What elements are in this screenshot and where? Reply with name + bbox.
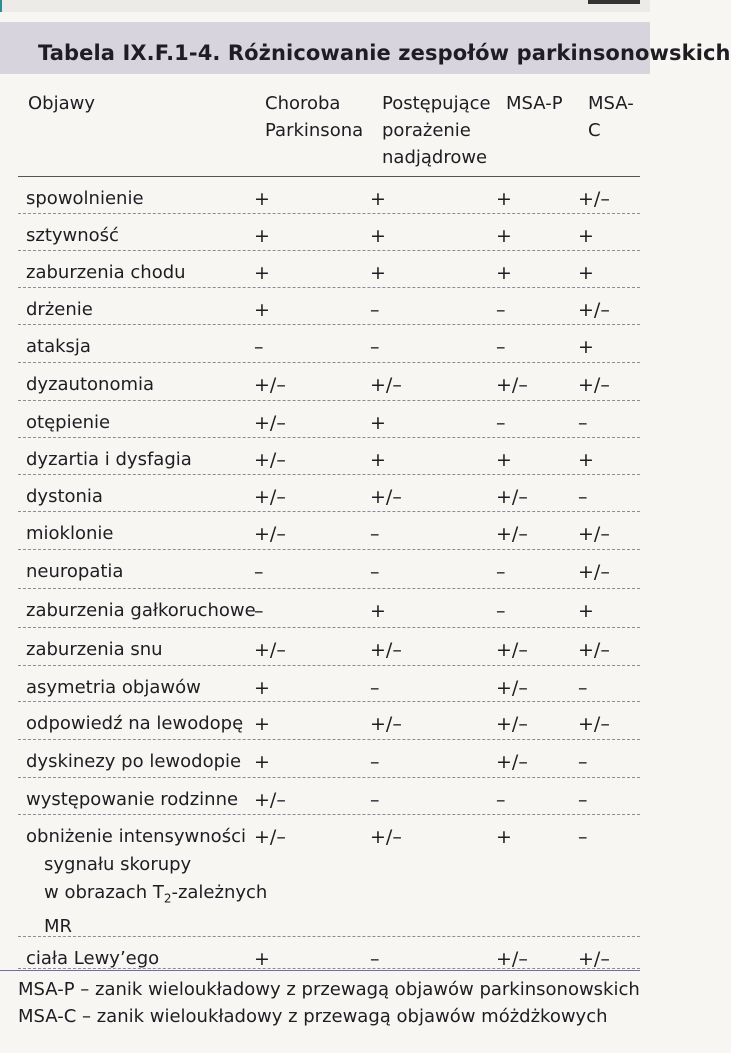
table-cell: + <box>578 600 594 622</box>
row-label: dyzautonomia <box>26 374 155 395</box>
header-msa-c: MSA-C <box>588 93 634 141</box>
table-row <box>18 550 640 589</box>
table-cell: +/– <box>578 299 610 321</box>
table-cell: + <box>496 225 512 247</box>
top-border <box>0 0 650 12</box>
table-cell: + <box>578 449 594 471</box>
table-cell: – <box>370 677 380 699</box>
table-cell: – <box>496 789 506 811</box>
table-cell: – <box>578 789 588 811</box>
table-cell: + <box>578 336 594 358</box>
table-cell: + <box>370 262 386 284</box>
table-cell: +/– <box>254 639 286 661</box>
table-cell: +/– <box>578 713 610 735</box>
table-cell: + <box>254 262 270 284</box>
table-cell: – <box>578 412 588 434</box>
row-label-fragment: w obrazach T <box>44 882 164 903</box>
table-cell: + <box>254 948 270 970</box>
table-cell: – <box>254 561 264 583</box>
table-cell: +/– <box>578 948 610 970</box>
table-cell: +/– <box>496 677 528 699</box>
table-cell: + <box>578 225 594 247</box>
table-row <box>18 937 640 969</box>
table-cell: + <box>254 751 270 773</box>
table-cell: +/– <box>496 948 528 970</box>
table-row <box>18 288 640 325</box>
table-header-row <box>18 84 640 177</box>
table-cell: – <box>578 826 588 848</box>
table-cell: + <box>496 262 512 284</box>
table-cell: + <box>370 225 386 247</box>
row-label-line: MR <box>44 915 73 937</box>
table-cell: – <box>370 948 380 970</box>
table-cell: +/– <box>496 639 528 661</box>
footnote-msa-p: MSA-P – zanik wieloukładowy z przewagą objawów parkinsonowskich <box>18 979 640 1000</box>
table-cell: + <box>578 262 594 284</box>
table-cell: + <box>370 188 386 210</box>
table-cell: – <box>496 561 506 583</box>
subscript: 2 <box>163 891 172 906</box>
table-cell: +/– <box>578 523 610 545</box>
row-label: ciała Lewy’ego <box>26 948 160 969</box>
table-row <box>18 438 640 475</box>
table-row <box>18 401 640 438</box>
table-title: Tabela IX.F.1-4. Różnicowanie zespołów parkinsonowskich <box>38 41 731 65</box>
table-cell: +/– <box>254 789 286 811</box>
table-row <box>18 666 640 702</box>
table-row <box>18 740 640 778</box>
row-label-line: sygnału skorupy <box>44 854 192 875</box>
table-cell: – <box>496 412 506 434</box>
table-cell: +/– <box>578 561 610 583</box>
table-row <box>18 363 640 401</box>
table-cell: +/– <box>496 374 528 396</box>
table-row <box>18 325 640 363</box>
row-label <box>26 823 267 941</box>
table-cell: +/– <box>370 639 402 661</box>
table-cell: + <box>496 188 512 210</box>
row-label: odpowiedź na lewodopę <box>26 713 244 734</box>
table-row <box>18 589 640 628</box>
row-label: występowanie rodzinne <box>26 789 239 810</box>
table-cell: + <box>254 188 270 210</box>
table-cell: +/– <box>254 523 286 545</box>
table-row <box>18 815 640 937</box>
table-cell: – <box>370 523 380 545</box>
table-cell: + <box>370 412 386 434</box>
footnote-msa-c: MSA-C – zanik wieloukładowy z przewagą objawów móżdżkowych <box>18 1006 608 1027</box>
table-body <box>18 177 640 969</box>
table-cell: – <box>496 600 506 622</box>
row-label: asymetria objawów <box>26 677 201 698</box>
table-cell: – <box>496 299 506 321</box>
row-label: drżenie <box>26 299 93 320</box>
table-bottom-rule <box>0 970 640 971</box>
table-row <box>18 628 640 666</box>
table-cell: +/– <box>254 412 286 434</box>
table-cell: – <box>254 600 264 622</box>
table-cell: + <box>254 225 270 247</box>
accent-strip <box>0 0 2 12</box>
table-cell: +/– <box>254 449 286 471</box>
table-cell: +/– <box>496 751 528 773</box>
table-cell: – <box>496 336 506 358</box>
row-label: ataksja <box>26 336 91 357</box>
table-cell: + <box>254 299 270 321</box>
table-cell: + <box>496 826 512 848</box>
row-label: neuropatia <box>26 561 124 582</box>
table-cell: – <box>254 336 264 358</box>
table-row <box>18 512 640 550</box>
table-cell: – <box>578 677 588 699</box>
row-label-line: obniżenie intensywności <box>26 826 246 847</box>
table-cell: + <box>254 713 270 735</box>
table-cell: +/– <box>370 826 402 848</box>
row-label-line <box>26 879 267 913</box>
row-label: zaburzenia gałkoruchowe <box>26 600 256 621</box>
table-cell: + <box>254 677 270 699</box>
table-cell: – <box>370 299 380 321</box>
table-cell: – <box>370 336 380 358</box>
table-cell: +/– <box>496 486 528 508</box>
table-cell: – <box>578 486 588 508</box>
row-label: dyzartia i dysfagia <box>26 449 192 470</box>
table-cell: – <box>370 561 380 583</box>
row-label: mioklonie <box>26 523 114 544</box>
table-cell: +/– <box>578 188 610 210</box>
row-label: sztywność <box>26 225 119 246</box>
table-cell: +/– <box>254 486 286 508</box>
diagnosis-table <box>18 84 640 969</box>
table-cell: +/– <box>370 486 402 508</box>
header-msa-p: MSA-P <box>506 93 563 114</box>
row-label-fragment: -zależnych <box>171 882 268 903</box>
table-cell: +/– <box>496 523 528 545</box>
row-label: dyskinezy po lewodopie <box>26 751 242 772</box>
row-label: otępienie <box>26 412 111 433</box>
table-row <box>18 702 640 740</box>
row-label: spowolnienie <box>26 188 144 209</box>
row-label: dystonia <box>26 486 103 507</box>
row-label: zaburzenia chodu <box>26 262 186 283</box>
table-row <box>18 475 640 512</box>
table-row <box>18 778 640 815</box>
table-row <box>18 177 640 214</box>
table-cell: – <box>370 789 380 811</box>
table-row <box>18 214 640 251</box>
table-cell: + <box>370 449 386 471</box>
table-cell: +/– <box>254 826 286 848</box>
table-cell: + <box>496 449 512 471</box>
table-cell: – <box>578 751 588 773</box>
table-cell: +/– <box>370 713 402 735</box>
table-cell: +/– <box>578 374 610 396</box>
header-parkinson: Choroba Parkinsona <box>265 93 364 141</box>
header-symptoms: Objawy <box>28 93 95 114</box>
table-cell: – <box>370 751 380 773</box>
table-cell: +/– <box>496 713 528 735</box>
table-cell: + <box>370 600 386 622</box>
top-shadow-strip <box>588 0 640 4</box>
table-cell: +/– <box>254 374 286 396</box>
row-label: zaburzenia snu <box>26 639 163 660</box>
table-cell: +/– <box>370 374 402 396</box>
table-cell: +/– <box>578 639 610 661</box>
header-psp: Postępujące porażenie nadjądrowe <box>382 93 491 168</box>
table-row <box>18 251 640 288</box>
